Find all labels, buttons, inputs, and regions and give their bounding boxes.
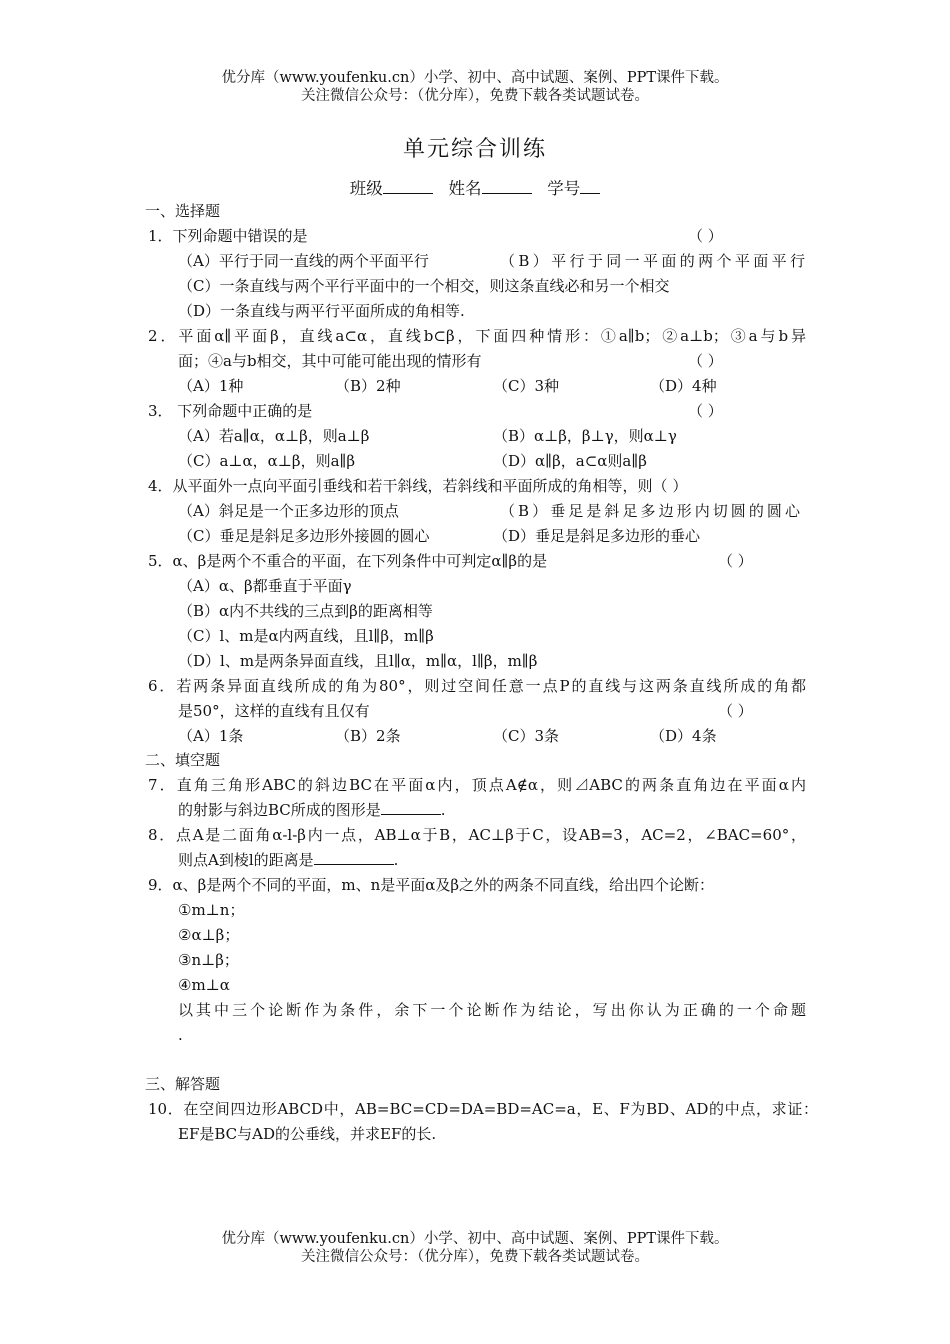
q6-option-d: （D）4条 [650,727,717,745]
q5-option-b: （B）α内不共线的三点到β的距离相等 [178,602,433,620]
q4-option-d: （D）垂足是斜足多边形的垂心 [493,527,701,545]
q7-line-2-text: 的射影与斜边BC所成的图形是 [178,801,381,819]
q3-bracket: （ ） [688,402,723,420]
q9-claim-3: ③n⊥β； [178,951,239,969]
q8-line-2-text: 则点A到棱l的距离是 [178,851,314,869]
q6-option-b: （B）2条 [335,727,401,745]
class-label: 班级 [349,179,383,198]
q9-claim-2: ②α⊥β； [178,926,240,944]
q2-bracket: （ ） [688,352,723,370]
q1-option-c: （C）一条直线与两个平行平面中的一个相交，则这条直线必和另一个相交 [178,277,670,295]
q2-stem-line-1: 2．平面α∥平面β，直线a⊂α，直线b⊂β，下面四种情形：①a∥b；②a⊥b；③a与b异 [148,327,806,345]
q8-answer-blank [314,850,394,865]
q1-option-b: （B）平行于同一平面的两个平面平行 [500,252,805,270]
q5-option-d: （D）l、m是两条异面直线，且l∥α，m∥α，l∥β，m∥β [178,652,538,670]
q2-option-a: （A）1种 [178,377,244,395]
q9-stem: 9．α、β是两个不同的平面，m、n是平面α及β之外的两条不同直线，给出四个论断： [148,876,715,894]
q6-stem-line-1: 6．若两条异面直线所成的角为80°，则过空间任意一点P的直线与这两条直线所成的角都 [148,677,806,695]
q6-bracket: （ ） [718,702,753,720]
q1-stem: 1．下列命题中错误的是 [148,227,308,245]
footer-line-1: 优分库（www.youfenku.cn）小学、初中、高中试题、案例、PPT课件下载。 [221,1231,729,1247]
section-heading-fill: 二、填空题 [145,751,221,769]
q6-stem-line-2: 是50°，这样的直线有且仅有 [178,702,370,720]
section-heading-solve: 三、解答题 [145,1075,221,1093]
q6-option-a: （A）1条 [178,727,244,745]
q10-stem-line-2: EF是BC与AD的公垂线，并求EF的长. [178,1125,437,1143]
q9-end: . [178,1026,183,1044]
q2-option-c: （C）3种 [493,377,560,395]
q1-option-a: （A）平行于同一直线的两个平面平行 [178,252,429,270]
q4-option-a: （A）斜足是一个正多边形的顶点 [178,502,399,520]
q3-option-d: （D）α∥β，a⊂α则a∥β [493,452,647,470]
q9-instruction: 以其中三个论断作为条件，余下一个论断作为结论，写出你认为正确的一个命题 [178,1001,806,1019]
header-line-1: 优分库（www.youfenku.cn）小学、初中、高中试题、案例、PPT课件下载。 [221,70,729,86]
section-heading-choice: 一、选择题 [145,202,221,220]
class-blank [383,178,433,194]
q1-option-d: （D）一条直线与两平行平面所成的角相等. [178,302,465,320]
q2-option-b: （B）2种 [335,377,401,395]
number-label: 学号 [547,179,581,198]
q5-stem: 5．α、β是两个不重合的平面，在下列条件中可判定α∥β的是 [148,552,548,570]
q7-stem-line-2 [178,800,446,820]
q7-end: . [440,801,446,819]
q8-stem-line-2 [178,850,398,870]
q6-option-c: （C）3条 [493,727,560,745]
name-label: 姓名 [448,179,482,198]
q10-stem-line-1: 10．在空间四边形ABCD中，AB=BC=CD=DA=BD=AC=a，E、F为BD、AD的中点，求证： [148,1100,818,1118]
q3-option-c: （C）a⊥α，α⊥β，则a∥β [178,452,356,470]
q7-stem-line-1: 7．直角三角形ABC的斜边BC在平面α内，顶点A∉α，则⊿ABC的两条直角边在平面α内 [148,776,806,794]
q5-option-c: （C）l、m是α内两直线，且l∥β，m∥β [178,627,434,645]
number-blank [580,178,600,194]
q9-claim-1: ①m⊥n； [178,901,245,919]
q5-option-a: （A）α、β都垂直于平面γ [178,577,352,595]
header-line-2: 关注微信公众号：（优分库），免费下载各类试题试卷。 [301,88,649,104]
q9-claim-4: ④m⊥α [178,976,230,994]
q8-end: . [393,851,399,869]
q2-option-d: （D）4种 [650,377,717,395]
q5-bracket: （ ） [718,552,753,570]
q1-bracket: （ ） [688,227,723,245]
q2-stem-line-2: 面；④a与b相交，其中可能可能出现的情形有 [178,352,482,370]
name-blank [482,178,532,194]
q3-option-a: （A）若a∥α，α⊥β，则a⊥β [178,427,370,445]
q4-option-b: （B）垂足是斜足多边形内切圆的圆心 [500,502,800,520]
page-title: 单元综合训练 [402,137,547,162]
q3-stem: 3． 下列命题中正确的是 [148,402,313,420]
q4-option-c: （C）垂足是斜足多边形外接圆的圆心 [178,527,430,545]
q8-stem-line-1: 8．点A是二面角α-l-β内一点，AB⊥α于B，AC⊥β于C，设AB=3，AC=2，∠BAC=60°， [148,826,806,844]
q7-answer-blank [381,800,441,815]
q3-option-b: （B）α⊥β，β⊥γ，则α⊥γ [493,427,677,445]
class-name-number-line [0,175,950,199]
q4-stem: 4．从平面外一点向平面引垂线和若干斜线，若斜线和平面所成的角相等，则（ ） [148,477,688,495]
footer-line-2: 关注微信公众号：（优分库），免费下载各类试题试卷。 [301,1249,649,1265]
